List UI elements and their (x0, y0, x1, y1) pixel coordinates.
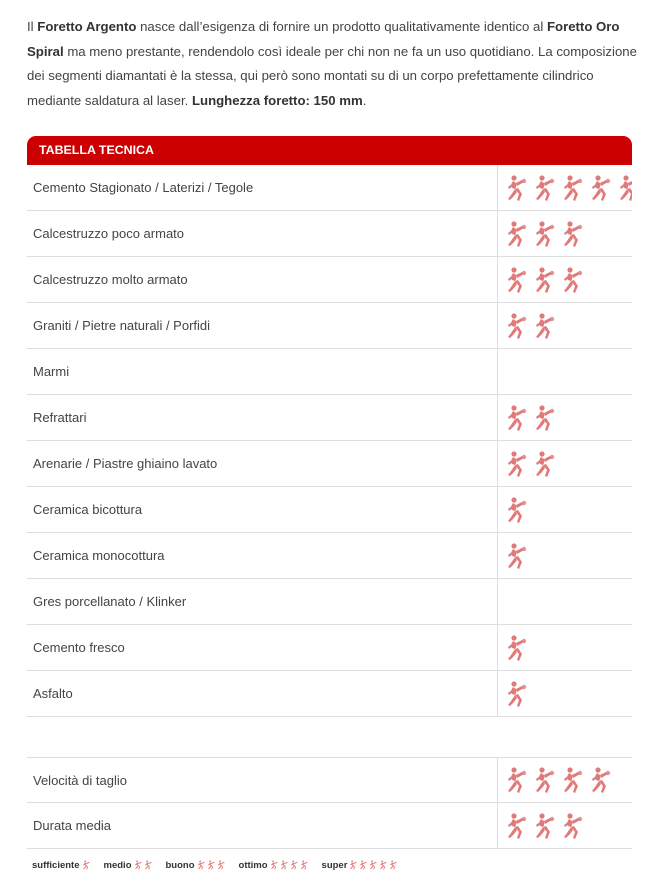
athlete-icon (505, 679, 533, 709)
athlete-icon (389, 858, 399, 872)
athlete-icon (505, 541, 533, 571)
athlete-icon (217, 858, 227, 872)
rating-cell (498, 257, 632, 302)
row-label: Marmi (27, 349, 498, 394)
row-label: Asfalto (27, 671, 498, 716)
athlete-icon (359, 858, 369, 872)
athlete-icon (505, 173, 533, 203)
athlete-icon (300, 858, 310, 872)
athlete-icon (533, 173, 561, 203)
athlete-icon (144, 858, 154, 872)
rating-cell (498, 395, 632, 440)
rating-cell (498, 579, 632, 624)
athlete-icon (505, 265, 533, 295)
table-row (27, 211, 632, 257)
athlete-icon (561, 811, 589, 841)
materials-table (27, 165, 632, 717)
athlete-icon (561, 219, 589, 249)
technical-table-header: TABELLA TECNICA (27, 136, 632, 165)
athlete-icon (290, 858, 300, 872)
product-description (27, 15, 637, 113)
intro-text-3: ma meno prestante, rendendolo così ideale per chi non ne fa un uso quotidiano. La composizione dei segmenti diamantati è la stessa, qui però sono montati su di un corpo prefettamente cilindrico mediante saldatura al laser. (27, 43, 637, 108)
table-row (27, 533, 632, 579)
legend-label: ottimo (238, 859, 268, 871)
row-label: Durata media (27, 803, 498, 848)
athlete-icon (533, 219, 561, 249)
rating-cell (498, 165, 632, 210)
row-label: Ceramica bicottura (27, 487, 498, 532)
athlete-icon (505, 811, 533, 841)
legend-item (32, 858, 92, 872)
rating-cell (498, 533, 632, 578)
row-label: Calcestruzzo poco armato (27, 211, 498, 256)
legend-item (239, 858, 310, 872)
athlete-icon (589, 173, 617, 203)
table-row (27, 303, 632, 349)
row-label: Refrattari (27, 395, 498, 440)
athlete-icon (533, 449, 561, 479)
athlete-icon (561, 765, 589, 795)
athlete-icon (533, 811, 561, 841)
table-row (27, 803, 632, 849)
row-label: Gres porcellanato / Klinker (27, 579, 498, 624)
athlete-icon (533, 403, 561, 433)
athlete-icon (369, 858, 379, 872)
athlete-icon (505, 633, 533, 663)
table-divider (27, 716, 632, 717)
legend-item (322, 858, 400, 872)
athlete-icon (505, 765, 533, 795)
intro-reference-product: Foretto Oro Spiral (27, 19, 620, 59)
table-row (27, 671, 632, 717)
athlete-icon (533, 265, 561, 295)
intro-length: Lunghezza foretto: 150 mm (191, 92, 363, 108)
performance-table (27, 757, 632, 849)
intro-text-1: Il (27, 19, 38, 34)
athlete-icon (505, 219, 533, 249)
intro-text-2: nasce dall’esigenza di fornire un prodotto qualitativamente identico al (136, 19, 547, 34)
legend-item (104, 858, 154, 872)
table-row (27, 487, 632, 533)
legend-item (166, 858, 227, 872)
rating-cell (498, 671, 632, 716)
athlete-icon (561, 173, 589, 203)
row-label: Cemento Stagionato / Laterizi / Tegole (27, 165, 498, 210)
legend-label: medio (103, 859, 132, 871)
intro-text-4: . (362, 92, 367, 108)
table-row (27, 395, 632, 441)
athlete-icon (379, 858, 389, 872)
legend-label: buono (165, 859, 195, 871)
athlete-icon (349, 858, 359, 872)
table-row (27, 441, 632, 487)
row-label: Arenarie / Piastre ghiaino lavato (27, 441, 498, 486)
athlete-icon (505, 403, 533, 433)
row-label: Cemento fresco (27, 625, 498, 670)
rating-cell (498, 211, 632, 256)
row-label: Velocità di taglio (27, 758, 498, 802)
athlete-icon (617, 173, 632, 203)
athlete-icon (270, 858, 280, 872)
table-row (27, 349, 632, 395)
row-label: Ceramica monocottura (27, 533, 498, 578)
rating-cell (498, 487, 632, 532)
table-row (27, 257, 632, 303)
rating-legend (32, 857, 411, 873)
rating-cell (498, 803, 632, 848)
athlete-icon (82, 858, 92, 872)
rating-cell (498, 303, 632, 348)
athlete-icon (280, 858, 290, 872)
athlete-icon (505, 449, 533, 479)
rating-cell (498, 349, 632, 394)
athlete-icon (505, 495, 533, 525)
athlete-icon (505, 311, 533, 341)
table-row (27, 757, 632, 803)
table-row (27, 625, 632, 671)
athlete-icon (533, 311, 561, 341)
athlete-icon (207, 858, 217, 872)
legend-label: sufficiente (32, 859, 80, 871)
intro-product-name: Foretto Argento (37, 19, 137, 34)
athlete-icon (589, 765, 617, 795)
table-row (27, 579, 632, 625)
rating-cell (498, 625, 632, 670)
rating-cell (498, 441, 632, 486)
rating-cell (498, 758, 632, 802)
legend-label: super (321, 859, 348, 871)
athlete-icon (134, 858, 144, 872)
athlete-icon (533, 765, 561, 795)
table-row (27, 165, 632, 211)
row-label: Calcestruzzo molto armato (27, 257, 498, 302)
athlete-icon (561, 265, 589, 295)
athlete-icon (197, 858, 207, 872)
row-label: Graniti / Pietre naturali / Porfidi (27, 303, 498, 348)
